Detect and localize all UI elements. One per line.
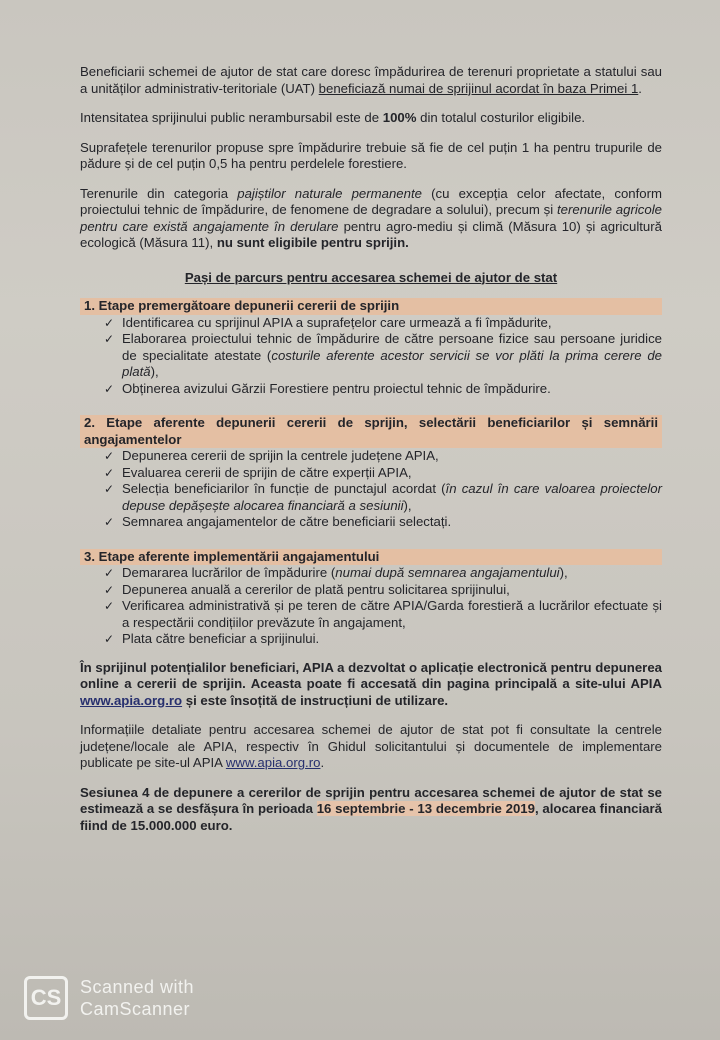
list-item: ✓ Depunerea cererii de sprijin la centrele județene APIA, [104, 448, 439, 463]
watermark-line-2: CamScanner [80, 999, 191, 1019]
underlined-prima1: beneficiază numai de sprijinul acordat în baza Primei 1 [318, 80, 639, 96]
check-icon: ✓ [104, 566, 115, 580]
paragraph-details: Informațiile detaliate pentru accesarea schemei de ajutor de stat pot fi consultate la centrele județene/locale ale APIA, respectiv în Ghidul solicitantului și documentele de implementare publicate pe site-ul APIA www.apia.org.ro. [80, 722, 662, 770]
watermark-line-1: Scanned with [80, 977, 195, 997]
list-item: ✓ Identificarea cu sprijinul APIA a suprafețelor care urmează a fi împădurite, [104, 314, 552, 330]
section-3-heading: 3. Etape aferente implementării angajamentului [80, 549, 662, 566]
check-icon: ✓ [104, 599, 115, 613]
paragraph-beneficiaries: Beneficiarii schemei de ajutor de stat care doresc împădurirea de terenuri proprietate a statului sau a unităților administrativ-teritoriale (UAT) beneficiază numai de sprijinul acordat în baza Primei 1. [80, 64, 662, 96]
check-icon: ✓ [104, 449, 115, 463]
section-1-list [80, 315, 662, 398]
camscanner-watermark [24, 976, 194, 1020]
list-item: ✓ Evaluarea cererii de sprijin de către experții APIA, [104, 464, 412, 480]
section-3-list [80, 565, 662, 648]
paragraph-session: Sesiunea 4 de depunere a cererilor de sprijin pentru accesarea schemei de ajutor de stat se estimează a se desfășura în perioada 16 septembrie - 13 decembrie 2019, alocarea financiară fiind de 15.000.000 euro. [80, 784, 662, 833]
list-item: ✓ Semnarea angajamentelor de către beneficiarii selectați. [104, 514, 452, 529]
apia-link[interactable]: www.apia.org.ro [80, 692, 183, 708]
section-2-list [80, 448, 662, 531]
check-icon: ✓ [104, 381, 115, 396]
check-icon: ✓ [104, 315, 115, 330]
check-icon: ✓ [104, 515, 115, 529]
list-item: ✓ Obținerea avizului Gărzii Forestiere pentru proiectul tehnic de împădurire. [104, 380, 551, 396]
section-1-heading: 1. Etape premergătoare depunerii cererii de sprijin [80, 298, 662, 315]
check-icon: ✓ [104, 582, 115, 597]
list-item: ✓ Plata către beneficiar a sprijinului. [104, 631, 320, 646]
list-item: ✓ Elaborarea proiectului tehnic de împădurire de către persoane fizice sau persoane juridice de specialitate atestate (costurile aferente acestor servicii se vor plăti la prima cerere de plată), [104, 331, 663, 379]
steps-title: Pași de parcurs pentru accesarea schemei de ajutor de stat [184, 269, 558, 285]
session-dates: 16 septembrie - 13 decembrie 2019 [316, 801, 535, 816]
camscanner-logo-icon: CS [24, 976, 68, 1020]
check-icon: ✓ [104, 465, 115, 480]
intensity-percent: 100% [382, 110, 417, 125]
document-body [80, 64, 662, 847]
section-2-heading: 2. Etape aferente depunerii cererii de sprijin, selectării beneficiarilor și semnării angajamentelor [80, 415, 662, 448]
check-icon: ✓ [104, 482, 115, 496]
check-icon: ✓ [104, 332, 115, 346]
list-item: ✓ Depunerea anuală a cererilor de plată pentru solicitarea sprijinului, [104, 581, 510, 597]
check-icon: ✓ [104, 632, 115, 646]
apia-link[interactable]: www.apia.org.ro [225, 755, 321, 770]
paragraph-ineligible: Terenurile din categoria pajiștilor naturale permanente (cu excepția celor afectate, conform proiectului tehnic de împădurire, de fenomene de degradare a solului), precum și terenurile agricole pentru care există angajamente în derulare pentru agro-mediu și climă (Măsura 10) și agricultură ecologică (Măsura 11), nu sunt eligibile pentru sprijin. [80, 185, 662, 250]
list-item: ✓ Demararea lucrărilor de împădurire (numai după semnarea angajamentului), [104, 565, 568, 580]
paragraph-surfaces: Suprafețele terenurilor propuse spre împădurire trebuie să fie de cel puțin 1 ha pentru trupurile de pădure și de cel puțin 0,5 ha pentru perdelele forestiere. [80, 139, 662, 171]
paragraph-intensity: Intensitatea sprijinului public nerambursabil este de 100% din totalul costurilor eligibile. [80, 110, 586, 125]
list-item: ✓ Verificarea administrativă și pe teren de către APIA/Garda forestieră a lucrărilor efectuate și a respectării condițiilor prevăzute în angajament, [104, 598, 662, 630]
paragraph-online-app: În sprijinul potențialilor beneficiari, APIA a dezvoltat o aplicație electronică pentru depunerea online a cererii de sprijin. Aceasta poate fi accesată din pagina principală a site-ului APIA www.apia.org.ro și este însoțită de instrucțiuni de utilizare. [80, 659, 662, 708]
list-item: ✓ Selecția beneficiarilor în funcție de punctajul acordat (în cazul în care valoarea proiectelor depuse depășește alocarea financiară a sesiunii), [104, 481, 662, 513]
